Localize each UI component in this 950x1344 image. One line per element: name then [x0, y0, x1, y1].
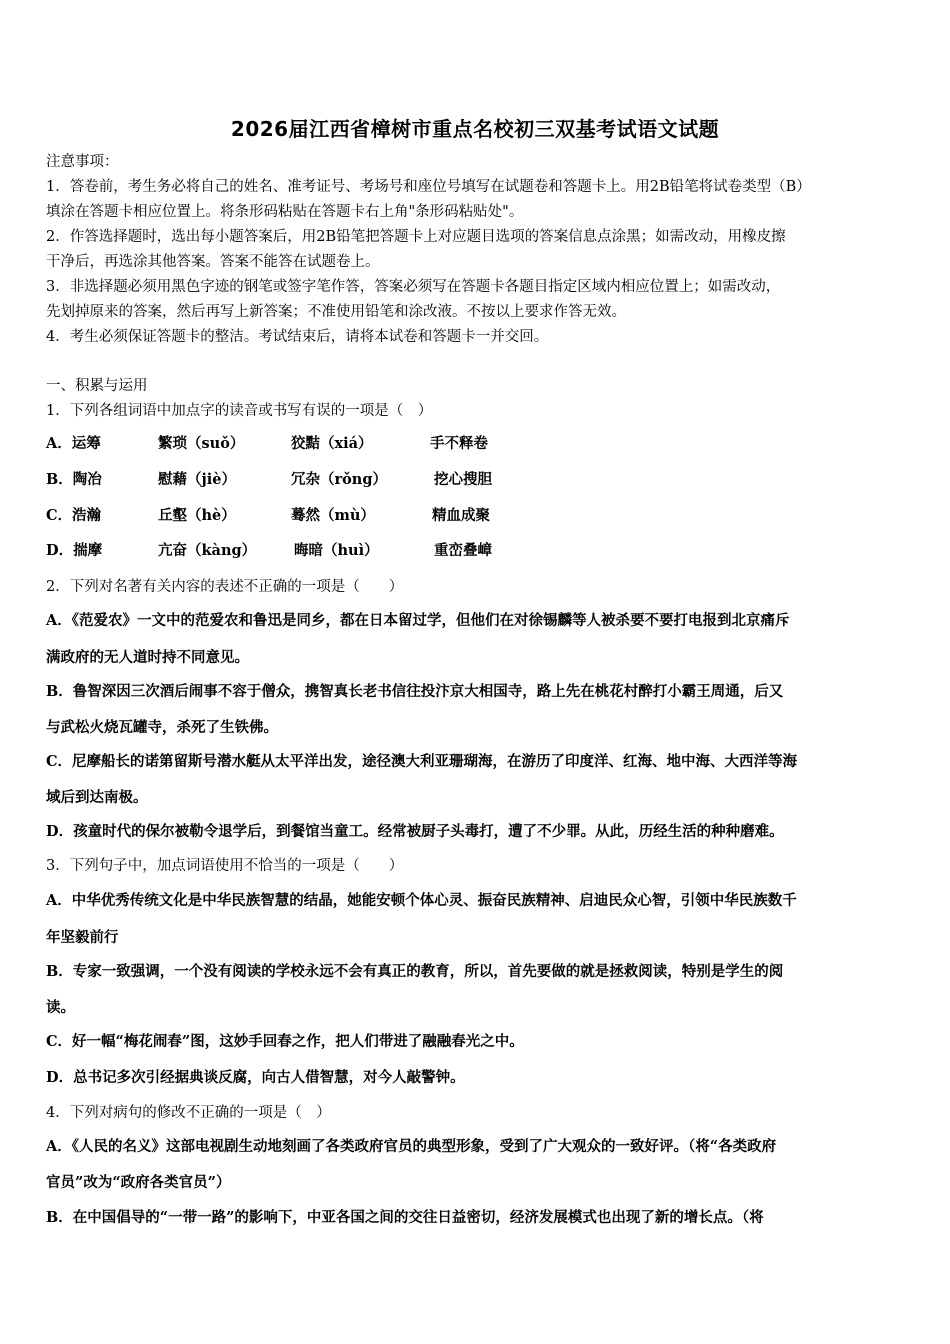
q3-line-6: D．总书记多次引经据典谈反腐，向古人借智慧，对今人敲警钟。 [46, 1069, 465, 1086]
q1-option-c-word3: 蓦然（mù） [291, 507, 375, 524]
q3-stem: 3．下列句子中，加点词语使用不恰当的一项是（ ） [46, 858, 404, 874]
q3-line-2: 年坚毅前行 [46, 929, 119, 946]
q1-option-c-word2: 丘壑（hè） [158, 507, 236, 524]
q1-option-d-word3: 晦暗（huì） [294, 542, 379, 559]
q3-line-1: A．中华优秀传统文化是中华民族智慧的结晶，她能安顿个体心灵、振奋民族精神、启迪民众心智，引领中华民族数千 [46, 892, 797, 909]
q1-option-a-label: A．运筹 [46, 435, 101, 452]
q2-stem: 2．下列对名著有关内容的表述不正确的一项是（ ） [46, 579, 404, 595]
q3-line-4: 读。 [46, 999, 75, 1016]
q1-option-d-label: D．揣摩 [46, 542, 103, 559]
q2-line-1: A．《范爱农》一文中的范爱农和鲁迅是同乡，都在日本留过学，但他们在对徐锡麟等人被杀要不要打电报到北京痛斥 [46, 612, 790, 629]
q1-option-c-word4: 精血成聚 [432, 507, 490, 524]
q2-line-5: C．尼摩船长的诺第留斯号潜水艇从太平洋出发，途径澳大利亚珊瑚海，在游历了印度洋、红海、地中海、大西洋等海 [46, 753, 798, 770]
notice-line-4: 干净后，再选涂其他答案。答案不能答在试题卷上。 [46, 254, 380, 270]
q2-line-7: D．孩童时代的保尔被勒令退学后，到餐馆当童工。经常被厨子头毒打，遭了不少罪。从此，历经生活的种种磨难。 [46, 823, 784, 840]
q2-line-6: 域后到达南极。 [46, 789, 148, 806]
q2-line-4: 与武松火烧瓦罐寺，杀死了生铁佛。 [46, 719, 278, 736]
q1-option-b-word4: 挖心搜胆 [434, 471, 492, 488]
notice-line-7: 4．考生必须保证答题卡的整洁。考试结束后，请将本试卷和答题卡一并交回。 [46, 329, 549, 345]
q1-option-b-word3: 冗杂（rǒng） [291, 471, 387, 488]
q4-stem: 4．下列对病句的修改不正确的一项是（ ） [46, 1105, 331, 1121]
q1-option-c-label: C．浩瀚 [46, 507, 102, 524]
notice-line-3: 2．作答选择题时，选出每小题答案后，用2B铅笔把答题卡上对应题目选项的答案信息点涂黑；如需改动，用橡皮擦 [46, 229, 786, 245]
q1-option-b-label: B．陶冶 [46, 471, 102, 488]
notice-line-6: 先划掉原来的答案，然后再写上新答案；不准使用铅笔和涂改液。不按以上要求作答无效。 [46, 304, 626, 320]
q1-option-a-word4: 手不释卷 [430, 435, 488, 452]
q3-line-5: C．好一幅“梅花闹春”图，这妙手回春之作，把人们带进了融融春光之中。 [46, 1033, 524, 1050]
notice-heading: 注意事项： [46, 154, 119, 170]
notice-line-2: 填涂在答题卡相应位置上。将条形码粘贴在答题卡右上角"条形码粘贴处"。 [46, 204, 524, 220]
section-heading: 一、积累与运用 [46, 378, 148, 394]
q4-line-1: A．《人民的名义》这部电视剧生动地刻画了各类政府官员的典型形象，受到了广大观众的一致好评。（将“各类政府 [46, 1138, 777, 1155]
q2-line-2: 满政府的无人道时持不同意见。 [46, 649, 249, 666]
q1-option-a-word3: 狡黠（xiá） [291, 435, 373, 452]
q3-line-3: B．专家一致强调，一个没有阅读的学校永远不会有真正的教育，所以，首先要做的就是拯救阅读，特别是学生的阅 [46, 963, 784, 980]
exam-title: 2026届江西省樟树市重点名校初三双基考试语文试题 [230, 117, 720, 141]
q4-line-3: B．在中国倡导的“一带一路”的影响下，中亚各国之间的交往日益密切，经济发展模式也出现了新的增长点。（将 [46, 1209, 764, 1226]
q1-option-d-word2: 亢奋（kàng） [158, 542, 257, 559]
q1-option-d-word4: 重峦叠嶂 [434, 542, 492, 559]
q1-option-a-word2: 繁琐（suǒ） [158, 435, 245, 452]
notice-line-5: 3．非选择题必须用黑色字迹的钢笔或签字笔作答，答案必须写在答题卡各题目指定区域内相应位置上；如需改动， [46, 279, 781, 295]
q1-option-b-word2: 慰藉（jiè） [158, 471, 236, 488]
notice-line-1: 1．答卷前，考生务必将自己的姓名、准考证号、考场号和座位号填写在试题卷和答题卡上。用2B铅笔将试卷类型（B） [46, 179, 811, 195]
q1-stem: 1．下列各组词语中加点字的读音或书写有误的一项是（ ） [46, 403, 433, 419]
q4-line-2: 官员”改为“政府各类官员”） [46, 1174, 231, 1191]
q2-line-3: B．鲁智深因三次酒后闹事不容于僧众，携智真长老书信往投汴京大相国寺，路上先在桃花村醉打小霸王周通，后又 [46, 683, 784, 700]
